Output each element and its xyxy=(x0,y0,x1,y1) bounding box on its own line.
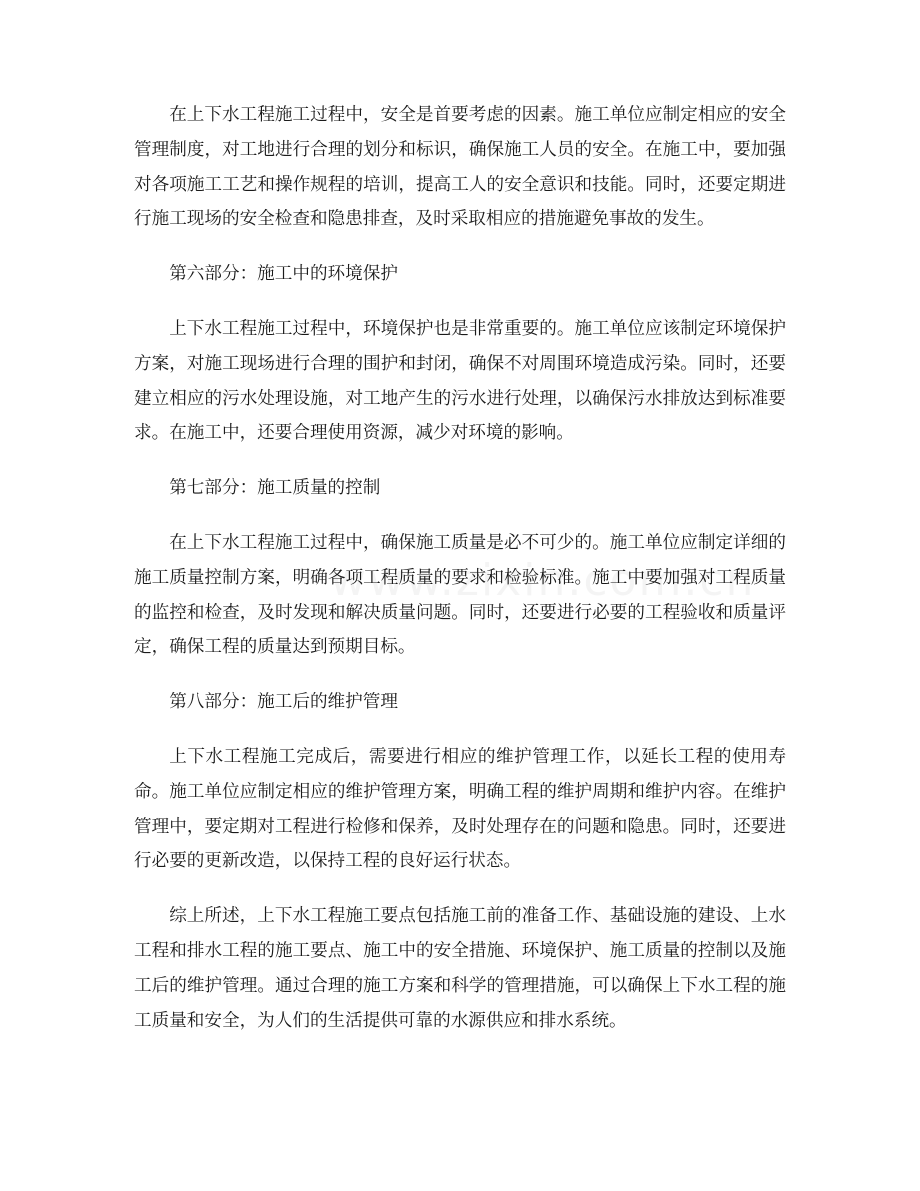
section-heading-6: 第六部分：施工中的环境保护 xyxy=(169,264,398,285)
paragraph-environment: 上下水工程施工过程中，环境保护也是非常重要的。施工单位应该制定环境保护方案，对施工现场进行合理的围护和封闭，确保不对周围环境造成污染。同时，还要建立相应的污水处理设施，对工地产生的污水进行处理，以确保污水排放达到标准要求。在施工中，还要合理使用资源，减少对环境的影响。 xyxy=(134,318,786,444)
paragraph-maintenance: 上下水工程施工完成后，需要进行相应的维护管理工作，以延长工程的使用寿命。施工单位应制定相应的维护管理方案，明确工程的维护周期和维护内容。在维护管理中，要定期对工程进行检修和保养，及时处理存在的问题和隐患。同时，还要进行必要的更新改造，以保持工程的良好运行状态。 xyxy=(134,746,786,872)
paragraph-quality: 在上下水工程施工过程中，确保施工质量是必不可少的。施工单位应制定详细的施工质量控制方案，明确各项工程质量的要求和检验标准。施工中要加强对工程质量的监控和检查，及时发现和解决质量问题。同时，还要进行必要的工程验收和质量评定，确保工程的质量达到预期目标。 xyxy=(134,532,786,658)
section-heading-7: 第七部分：施工质量的控制 xyxy=(169,478,381,499)
section-heading-8: 第八部分：施工后的维护管理 xyxy=(169,692,398,713)
paragraph-summary: 综上所述，上下水工程施工要点包括施工前的准备工作、基础设施的建设、上水工程和排水工程的施工要点、施工中的安全措施、环境保护、施工质量的控制以及施工后的维护管理。通过合理的施工方案和科学的管理措施，可以确保上下水工程的施工质量和安全，为人们的生活提供可靠的水源供应和排水系统。 xyxy=(134,906,786,1031)
document-page xyxy=(134,98,786,1058)
paragraph-safety: 在上下水工程施工过程中，安全是首要考虑的因素。施工单位应制定相应的安全管理制度，对工地进行合理的划分和标识，确保施工人员的安全。在施工中，要加强对各项施工工艺和操作规程的培训，提高工人的安全意识和技能。同时，还要定期进行施工现场的安全检查和隐患排查，及时采取相应的措施避免事故的发生。 xyxy=(134,105,786,230)
